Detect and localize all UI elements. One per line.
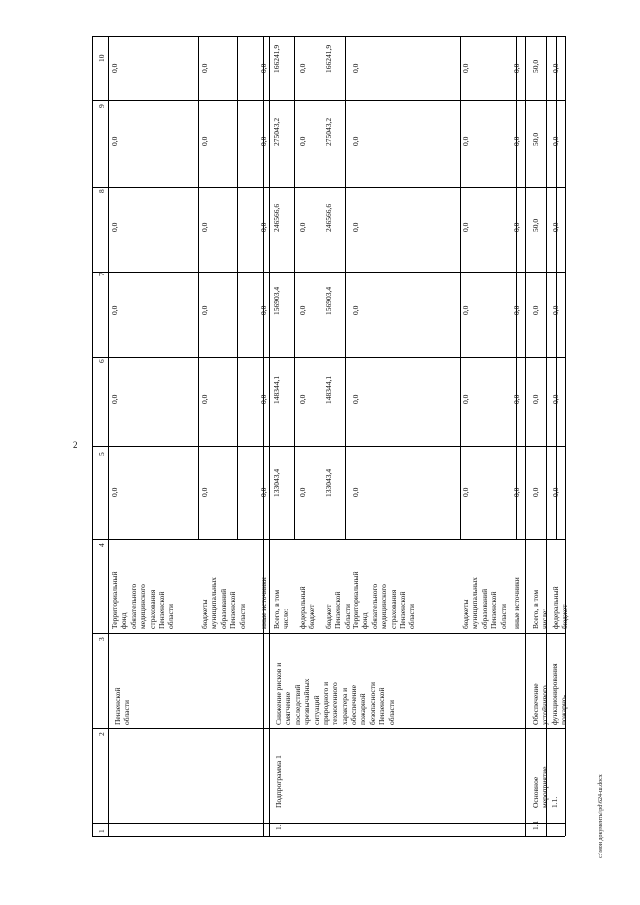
r1-sub6_vals-0: 0,0 <box>512 487 521 497</box>
r1-sub3_vals-2: 156903,4 <box>324 286 333 315</box>
r1-sub6_vals-5: 0,0 <box>512 63 521 73</box>
r0-sub1_vals-3: 0,0 <box>110 222 119 232</box>
r1-sub3-label: бюджет Пензенской области <box>324 591 352 629</box>
r0-sub1_vals-2: 0,0 <box>110 305 119 315</box>
r2-col3: Обеспечение устойчивого функционирования пожарно- <box>531 663 569 725</box>
r0-sub2-label: бюджеты муниципальных образований Пензенской области <box>200 577 247 629</box>
r0-sub3-label: иные источники <box>259 577 268 629</box>
r2-sub2_vals-5: 0,0 <box>551 63 560 73</box>
r2-sub1_vals-3: 50,0 <box>531 218 540 232</box>
r2-sub2_vals-1: 0,0 <box>551 394 560 404</box>
r1-sub5_vals-3: 0,0 <box>461 222 470 232</box>
r0-sub3_vals-2: 0,0 <box>259 305 268 315</box>
r1-sub5_vals-0: 0,0 <box>461 487 470 497</box>
r0-sub1_vals-5: 0,0 <box>110 63 119 73</box>
r0-sub3_vals-3: 0,0 <box>259 222 268 232</box>
r1-sub1-label: Всего, в том числе: <box>272 589 291 629</box>
r0-sub1-label: Территориальный фонд обязательного медицинского страхования Пензенской области <box>110 571 176 629</box>
header-col-7: 7 <box>97 272 106 276</box>
header-col-2: 2 <box>97 732 106 736</box>
r2-sub1_vals-5: 50,0 <box>531 59 540 73</box>
r2-sub1_vals-4: 50,0 <box>531 132 540 146</box>
r1-sub2_vals-2: 0,0 <box>298 305 307 315</box>
r0-col3: Пензенской области <box>113 687 132 725</box>
r1-sub5_vals-5: 0,0 <box>461 63 470 73</box>
header-col-10: 10 <box>97 54 106 62</box>
r1-sub2_vals-3: 0,0 <box>298 222 307 232</box>
r1-sub4-label: Территориальный фонд обязательного медицинского страхования Пензенской области <box>351 571 417 629</box>
r1-sub4_vals-3: 0,0 <box>351 222 360 232</box>
r1-sub1_vals-1: 148344,1 <box>272 375 281 404</box>
r2-sub2_vals-0: 0,0 <box>551 487 560 497</box>
r0-sub2_vals-1: 0,0 <box>200 394 209 404</box>
r1-sub2-label: федеральный бюджет <box>298 586 317 629</box>
r2-sub1_vals-0: 0,0 <box>531 487 540 497</box>
r1-sub4_vals-4: 0,0 <box>351 136 360 146</box>
r1-sub3_vals-5: 166241,9 <box>324 44 333 73</box>
r0-sub2_vals-0: 0,0 <box>200 487 209 497</box>
r1-sub6_vals-2: 0,0 <box>512 305 521 315</box>
r1-sub1_vals-5: 166241,9 <box>272 44 281 73</box>
r1-sub3_vals-3: 246566,6 <box>324 203 333 232</box>
r2-sub2_vals-3: 0,0 <box>551 222 560 232</box>
r2-sub1_vals-1: 0,0 <box>531 394 540 404</box>
r2-sub2-label: федеральный бюджет <box>551 586 570 629</box>
r0-sub3_vals-5: 0,0 <box>259 63 268 73</box>
r1-sub3_vals-1: 148344,1 <box>324 375 333 404</box>
header-col-4: 4 <box>97 543 106 547</box>
header-col-3: 3 <box>97 637 106 641</box>
r0-sub1_vals-1: 0,0 <box>110 394 119 404</box>
r0-sub1_vals-0: 0,0 <box>110 487 119 497</box>
header-col-5: 5 <box>97 452 106 456</box>
r2-sub2_vals-4: 0,0 <box>551 136 560 146</box>
r0-sub3_vals-1: 0,0 <box>259 394 268 404</box>
r0-sub1_vals-4: 0,0 <box>110 136 119 146</box>
footer-file-path: c:\мои документы\pd\624-ш.docx <box>598 774 604 858</box>
r1-col1: 1. <box>274 824 283 830</box>
page-number: 2 <box>73 440 78 450</box>
r1-sub4_vals-5: 0,0 <box>351 63 360 73</box>
r1-col2: Подпрограмма 1 <box>274 755 283 808</box>
r0-sub2_vals-5: 0,0 <box>200 63 209 73</box>
r2-sub1_vals-2: 0,0 <box>531 305 540 315</box>
r0-sub2_vals-4: 0,0 <box>200 136 209 146</box>
header-col-1: 1 <box>97 829 106 833</box>
r1-sub3_vals-4: 275043,2 <box>324 117 333 146</box>
r0-sub3_vals-4: 0,0 <box>259 136 268 146</box>
header-col-8: 8 <box>97 189 106 193</box>
r1-sub6_vals-4: 0,0 <box>512 136 521 146</box>
r1-sub2_vals-0: 0,0 <box>298 487 307 497</box>
r1-sub1_vals-3: 246566,6 <box>272 203 281 232</box>
r2-col1: 1.1 <box>531 820 540 830</box>
header-col-6: 6 <box>97 359 106 363</box>
r1-sub4_vals-1: 0,0 <box>351 394 360 404</box>
r1-sub2_vals-4: 0,0 <box>298 136 307 146</box>
r1-sub1_vals-2: 156903,4 <box>272 286 281 315</box>
r1-sub5_vals-4: 0,0 <box>461 136 470 146</box>
r1-sub6_vals-3: 0,0 <box>512 222 521 232</box>
r1-sub2_vals-5: 0,0 <box>298 63 307 73</box>
r2-col2: Основное мероприятие 1.1. <box>531 766 559 808</box>
r1-col3: Снижение рисков и смягчение последствий чрезвычайных ситуаций природного и техногенного характера и обеспечение пожарной безопасности Пензенской области <box>274 662 396 725</box>
r1-sub6-label: иные источники <box>512 577 521 629</box>
r1-sub4_vals-0: 0,0 <box>351 487 360 497</box>
r1-sub1_vals-4: 275043,2 <box>272 117 281 146</box>
r0-sub2_vals-2: 0,0 <box>200 305 209 315</box>
r0-sub3_vals-0: 0,0 <box>259 487 268 497</box>
r1-sub1_vals-0: 133043,4 <box>272 468 281 497</box>
r2-sub1-label: Всего, в том числе: <box>531 589 550 629</box>
r1-sub6_vals-1: 0,0 <box>512 394 521 404</box>
r1-sub5_vals-1: 0,0 <box>461 394 470 404</box>
header-col-9: 9 <box>97 104 106 108</box>
r1-sub5-label: бюджеты муниципальных образований Пензенской области <box>461 577 508 629</box>
r1-sub4_vals-2: 0,0 <box>351 305 360 315</box>
r1-sub2_vals-1: 0,0 <box>298 394 307 404</box>
r1-sub5_vals-2: 0,0 <box>461 305 470 315</box>
r1-sub3_vals-0: 133043,4 <box>324 468 333 497</box>
r2-sub2_vals-2: 0,0 <box>551 305 560 315</box>
r0-sub2_vals-3: 0,0 <box>200 222 209 232</box>
